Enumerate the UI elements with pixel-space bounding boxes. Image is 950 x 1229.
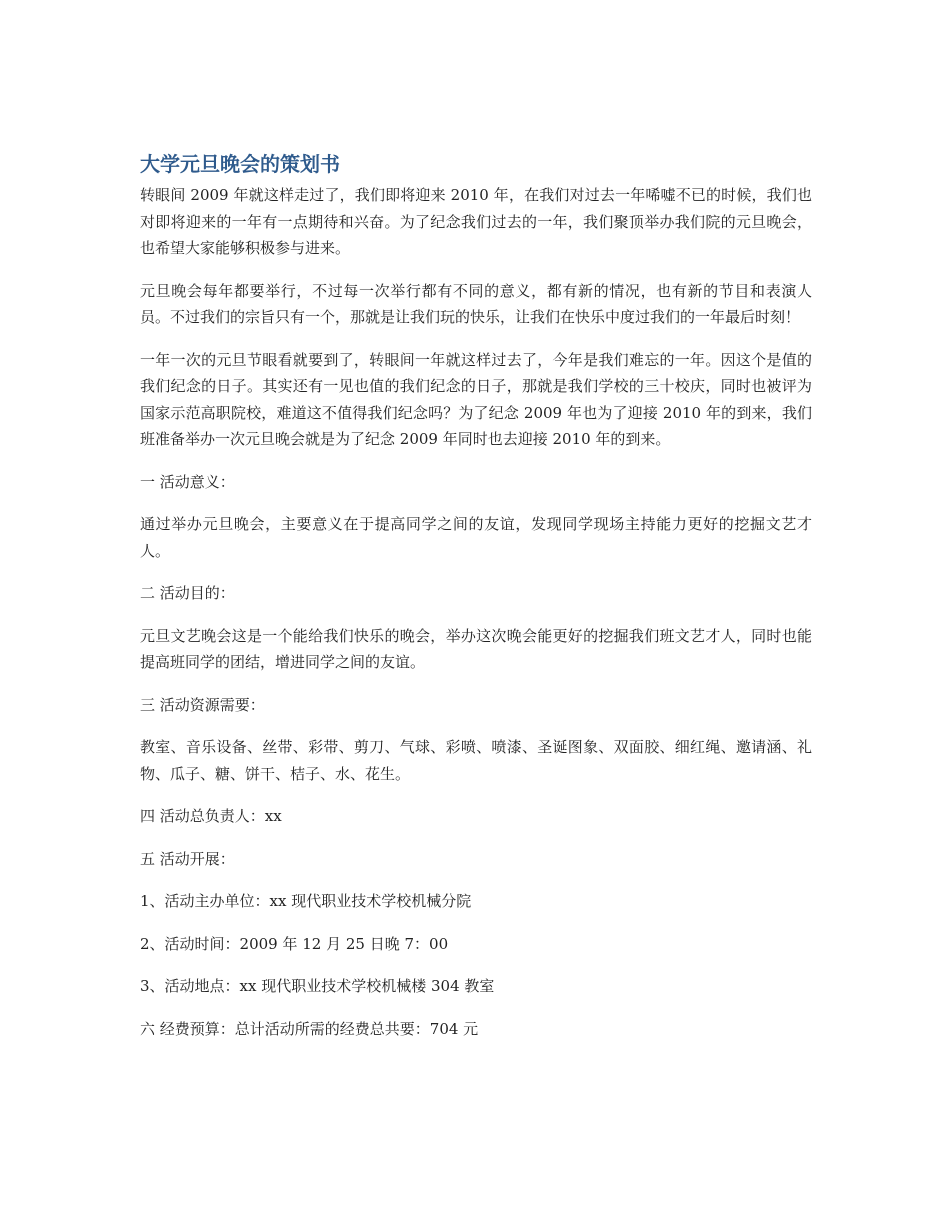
document-body [140,150,812,1058]
section-heading-execution: 五 活动开展： [140,849,235,868]
significance-text: 通过举办元旦晚会，主要意义在于提高同学之间的友谊，发现同学现场主持能力更好的挖掘文艺才人。 [140,515,812,560]
intro-paragraph-1: 转眼间 2009 年就这样走过了，我们即将迎来 2010 年，在我们对过去一年唏嘘不已的时候，我们也对即将迎来的一年有一点期待和兴奋。为了纪念我们过去的一年，我们聚顶举办我们院的元旦晚会，也希望大家能够积极参与进来。 [140,186,812,257]
execution-time: 2、活动时间：2009 年 12 月 25 日晚 7：00 [140,934,449,953]
section-heading-resources: 三 活动资源需要： [140,695,265,714]
purpose-text: 元旦文艺晚会这是一个能给我们快乐的晚会，举办这次晚会能更好的挖掘我们班文艺才人，同时也能提高班同学的团结，增进同学之间的友谊。 [140,626,812,671]
intro-paragraph-3: 一年一次的元旦节眼看就要到了，转眼间一年就这样过去了，今年是我们难忘的一年。因这个是值的我们纪念的日子。其实还有一见也值的我们纪念的日子，那就是我们学校的三十校庆，同时也被评为国家示范高职院校，难道这不值得我们纪念吗？为了纪念 2009 年也为了迎接 2010 年的到来，我们班准备举办一次元旦晚会就是为了纪念 2009 年同时也去迎接 2010 年的到来。 [140,350,812,448]
intro-paragraph-2: 元旦晚会每年都要举行，不过每一次举行都有不同的意义，都有新的情况，也有新的节目和表演人员。不过我们的宗旨只有一个，那就是让我们玩的快乐，让我们在快乐中度过我们的一年最后时刻！ [140,281,812,326]
resources-text: 教室、音乐设备、丝带、彩带、剪刀、气球、彩喷、喷漆、圣诞图象、双面胶、细红绳、邀请涵、礼物、瓜子、糖、饼干、桔子、水、花生。 [140,738,812,783]
section-leader: 四 活动总负责人：xx [140,807,282,825]
section-heading-significance: 一 活动意义： [140,472,235,491]
execution-organizer: 1、活动主办单位：xx 现代职业技术学校机械分院 [140,892,472,910]
section-heading-purpose: 二 活动目的： [140,584,235,602]
document-title: 大学元旦晚会的策划书 [140,152,340,176]
execution-location: 3、活动地点：xx 现代职业技术学校机械楼 304 教室 [140,977,495,995]
section-budget: 六 经费预算：总计活动所需的经费总共要：704 元 [140,1019,479,1038]
